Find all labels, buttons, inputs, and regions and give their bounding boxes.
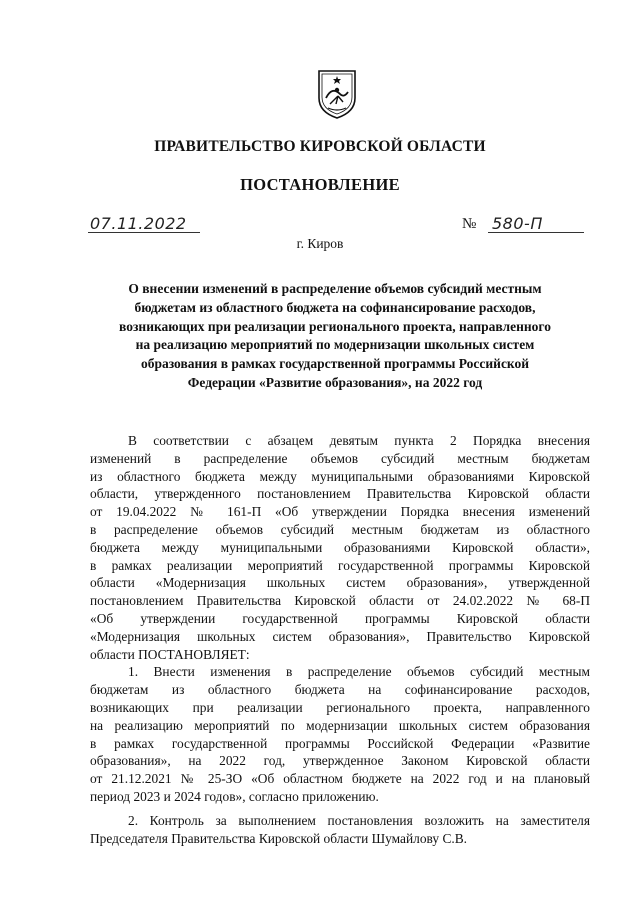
preamble-line: «Об утверждении государственной программы Кировской области (90, 610, 590, 626)
item2-line: Председателя Правительства Кировской области Шумайлову С.В. (90, 830, 468, 846)
preamble-line: области «Модернизация школьных систем образования», утвержденной (90, 575, 590, 591)
item2-line: 2. Контроль за выполнением постановления возложить на заместителя (128, 812, 590, 828)
subject-line: возникающих при реализации регионального проекта, направленного (119, 318, 551, 334)
city-name: г. Киров (296, 236, 344, 251)
item1-line: образования», на 2022 год, утвержденное Законом Кировской области (90, 753, 590, 769)
number-label: № (462, 216, 477, 232)
organization-title: ПРАВИТЕЛЬСТВО КИРОВСКОЙ ОБЛАСТИ (154, 138, 486, 155)
item1-line: на реализацию мероприятий по модернизации школьных систем образования (90, 717, 590, 733)
subject-line: бюджетам из областного бюджета на софинансирование расходов, (134, 299, 536, 315)
subject-line: образования в рамках государственной программы Российской (140, 356, 530, 372)
preamble-line: изменений в распределение объемов субсидий местным бюджетам (90, 450, 590, 466)
document-type-title: ПОСТАНОВЛЕНИЕ (240, 175, 400, 194)
item1-line: бюджетам из областного бюджета на софинансирование расходов, (90, 682, 590, 698)
item1-line: от 21.12.2021 № 25-ЗО «Об областном бюджете на 2022 год и на плановый (90, 771, 590, 787)
preamble-line: от 19.04.2022 № 161-П «Об утверждении Порядка внесения изменений (90, 504, 590, 520)
item1-line: в рамках государственной программы Российской Федерации «Развитие (90, 735, 590, 751)
subject-line: на реализацию мероприятий по модернизации школьных систем (135, 337, 535, 353)
preamble-line: области, утвержденного постановлением Правительства Кировской области (90, 486, 590, 502)
preamble-line: области ПОСТАНОВЛЯЕТ: (90, 646, 250, 662)
item1-line: период 2023 и 2024 годов», согласно приложению. (90, 788, 379, 804)
preamble-line: В соответствии с абзацем девятым пункта 2 Порядка внесения (128, 433, 590, 448)
kirov-coat-of-arms-icon (316, 68, 358, 120)
preamble-line: «Модернизация школьных систем образования», Правительство Кировской (90, 628, 590, 644)
subject-line: Федерации «Развитие образования», на 2022 год (187, 374, 483, 390)
preamble-line: постановлением Правительства Кировской области от 24.02.2022 № 68-П (90, 593, 590, 609)
item1-line: 1. Внести изменения в распределение объемов субсидий местным (128, 664, 590, 680)
document-body (90, 432, 590, 847)
preamble-line: из областного бюджета между муниципальными образованиями Кировской (90, 468, 590, 484)
document-subject (96, 280, 574, 393)
preamble-line: в распределение объемов субсидий местным бюджетам из областного (90, 521, 590, 537)
preamble-line: в рамках реализации мероприятий государственной программы Кировской (90, 557, 590, 573)
item1-line: возникающих при реализации регионального проекта, направленного (90, 699, 590, 715)
preamble-line: бюджета между муниципальными образованиями Кировской области», (90, 539, 590, 555)
subject-line: О внесении изменений в распределение объемов субсидий местным (128, 281, 542, 296)
document-date: 07.11.2022 (90, 214, 187, 233)
document-number: 580-П (492, 214, 543, 233)
